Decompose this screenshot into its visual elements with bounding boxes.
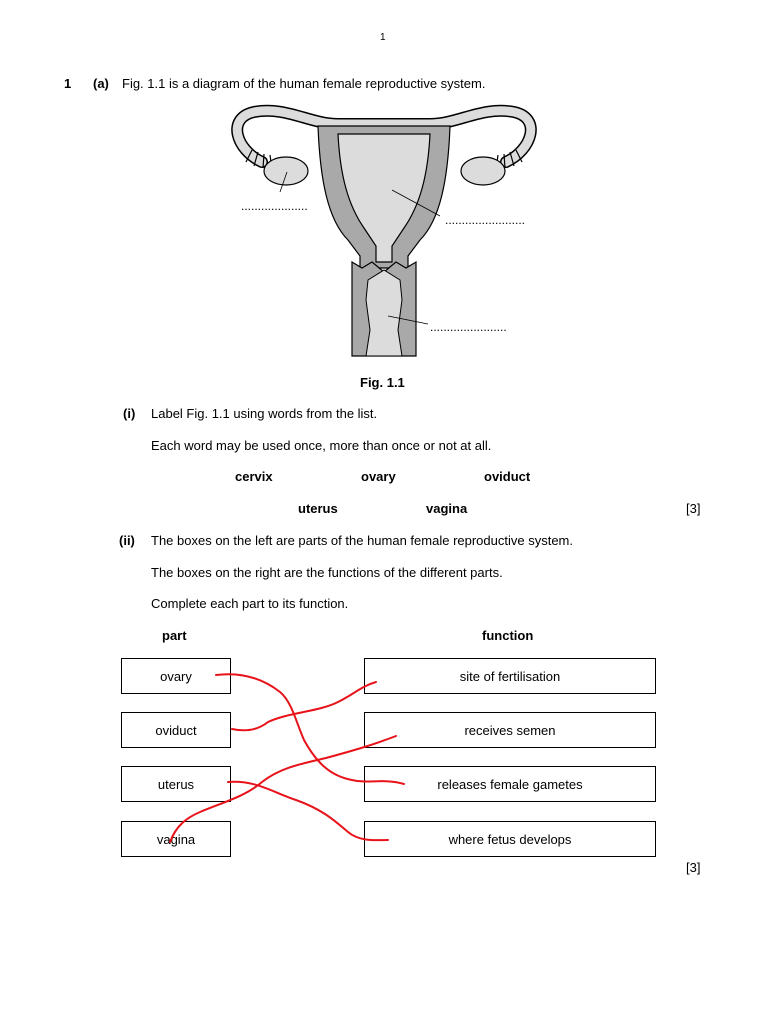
question-number: 1 (64, 76, 72, 91)
word-uterus: uterus (298, 501, 338, 516)
part-i-label: (i) (123, 406, 136, 421)
part-box-vagina[interactable]: vagina (121, 821, 231, 857)
function-box-fertilisation[interactable]: site of fertilisation (364, 658, 656, 694)
function-column-header: function (482, 628, 534, 643)
figure-caption: Fig. 1.1 (360, 375, 405, 390)
part-box-uterus[interactable]: uterus (121, 766, 231, 802)
vagina-canal (366, 270, 402, 356)
part-ii-label: (ii) (119, 533, 135, 548)
part-i-note: Each word may be used once, more than once or not at all. (151, 438, 492, 453)
left-ovary (264, 157, 308, 185)
right-ovary (461, 157, 505, 185)
part-a-label: (a) (93, 76, 109, 91)
function-box-receives-semen[interactable]: receives semen (364, 712, 656, 748)
part-i-marks: [3] (686, 501, 701, 516)
part-ii-marks: [3] (686, 860, 701, 875)
function-box-releases-gametes[interactable]: releases female gametes (364, 766, 656, 802)
word-oviduct: oviduct (484, 469, 531, 484)
part-box-ovary[interactable]: ovary (121, 658, 231, 694)
word-vagina: vagina (426, 501, 468, 516)
question-intro: Fig. 1.1 is a diagram of the human female reproductive system. (122, 76, 486, 91)
word-cervix: cervix (235, 469, 273, 484)
answer-line-2[interactable]: ........................ (445, 213, 526, 227)
answer-line-1[interactable]: .................... (241, 199, 308, 213)
word-ovary: ovary (361, 469, 396, 484)
function-box-fetus-develops[interactable]: where fetus develops (364, 821, 656, 857)
part-ii-line1: The boxes on the left are parts of the human female reproductive system. (151, 533, 573, 548)
part-ii-line2: The boxes on the right are the functions of the different parts. (151, 565, 503, 580)
answer-line-3[interactable]: ....................... (430, 320, 507, 334)
part-i-instruction: Label Fig. 1.1 using words from the list. (151, 406, 378, 421)
part-ii-line3: Complete each part to its function. (151, 596, 349, 611)
page-number: 1 (380, 32, 386, 43)
part-column-header: part (162, 628, 187, 643)
part-box-oviduct[interactable]: oviduct (121, 712, 231, 748)
